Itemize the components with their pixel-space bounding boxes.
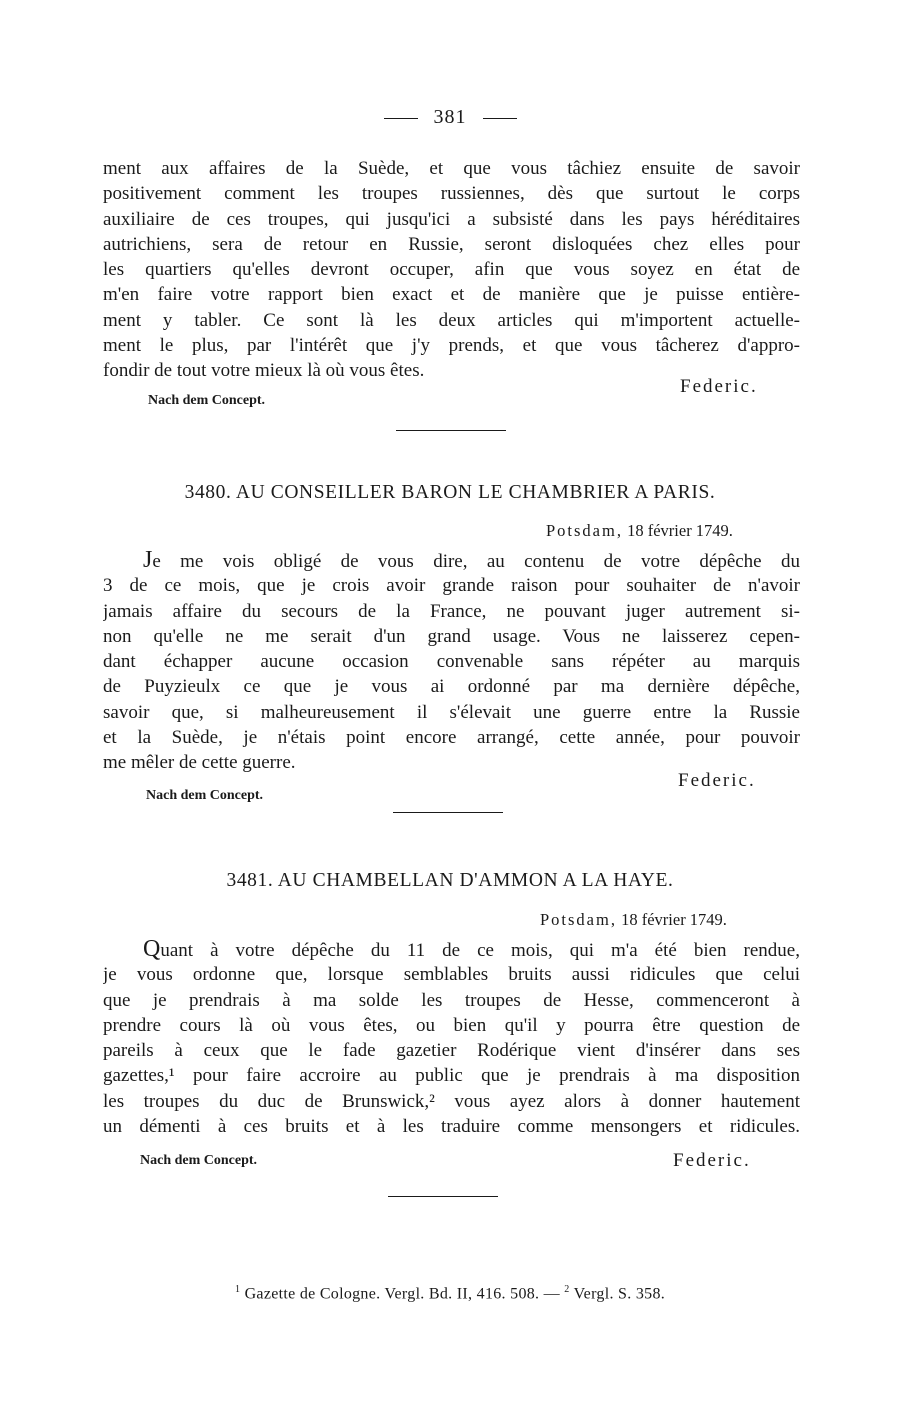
header-dash-right bbox=[483, 118, 517, 119]
section-divider bbox=[388, 1196, 498, 1197]
first-line-text: uant à votre dépêche du 11 de ce mois, qui m'a été bien rendue, bbox=[160, 940, 800, 961]
letter-heading: 3481. AU CHAMBELLAN D'AMMON A LA HAYE. bbox=[226, 870, 674, 891]
page-header bbox=[0, 106, 900, 129]
text-line: ment y tabler. Ce sont là les deux articles qui m'importent actuelle- bbox=[103, 309, 800, 331]
dateline bbox=[540, 910, 727, 930]
header-dash-left bbox=[384, 118, 418, 119]
text-line: ment le plus, par l'intérêt que j'y prends, et que vous tâcherez d'appro- bbox=[103, 335, 800, 357]
dateline-date: 18 février 1749. bbox=[627, 521, 733, 540]
dateline bbox=[546, 521, 733, 541]
letter-body bbox=[103, 937, 800, 1139]
text-line-first bbox=[103, 548, 800, 573]
dateline-date: 18 février 1749. bbox=[621, 910, 727, 929]
text-line: prendre cours là où vous êtes, ou bien qu'il y pourra être question de bbox=[103, 1014, 800, 1036]
signature: Federic. bbox=[680, 376, 758, 397]
text-line: fondir de tout votre mieux là où vous êtes. bbox=[103, 360, 425, 382]
text-line: je vous ordonne que, lorsque semblables bruits aussi ridicules que celui bbox=[103, 964, 800, 986]
section-divider bbox=[396, 430, 506, 431]
text-line: jamais affaire du secours de la France, ne pouvant juger autrement si- bbox=[103, 600, 800, 622]
text-line: ment aux affaires de la Suède, et que vous tâchiez ensuite de savoir bbox=[103, 158, 800, 179]
text-line: dant échapper aucune occasion convenable sans répéter au marquis bbox=[103, 651, 800, 673]
page-number: 381 bbox=[433, 106, 467, 128]
footnote-marker: 2 bbox=[564, 1284, 570, 1295]
text-line: 3 de ce mois, que je crois avoir grande raison pour souhaiter de n'avoir bbox=[103, 575, 800, 597]
text-line: les troupes du duc de Brunswick,² vous ayez alors à donner hautement bbox=[103, 1090, 800, 1112]
text-line: auxiliaire de ces troupes, qui jusqu'ici a subsisté dans les pays héréditaires bbox=[103, 208, 800, 230]
text-line-first bbox=[103, 937, 800, 962]
first-line-text: e me vois obligé de vous dire, au contenu de votre dépêche du bbox=[152, 551, 800, 572]
text-line: positivement comment les troupes russiennes, dès que surtout le corps bbox=[103, 183, 800, 205]
dateline-place: Potsdam, bbox=[546, 521, 623, 540]
signature: Federic. bbox=[678, 770, 756, 791]
text-line: les quartiers qu'elles devront occuper, afin que vous soyez en état de bbox=[103, 259, 800, 281]
footnote-text: Vergl. S. 358. bbox=[573, 1285, 666, 1303]
text-line: de Puyzieulx ce que je vous ai ordonné par ma dernière dépêche, bbox=[103, 676, 800, 698]
letter-body bbox=[103, 548, 800, 776]
initial-letter: Q bbox=[143, 937, 161, 962]
continuation-text bbox=[103, 156, 800, 384]
footnote-marker: 1 bbox=[234, 1284, 241, 1295]
text-line: non qu'elle ne me serait d'un grand usage. Vous ne laisserez cepen- bbox=[103, 625, 800, 647]
footnotes bbox=[0, 1284, 900, 1303]
source-note: Nach dem Concept. bbox=[148, 393, 266, 408]
letter-heading: 3480. AU CONSEILLER BARON LE CHAMBRIER A PARIS. bbox=[184, 482, 716, 503]
text-line: et la Suède, je n'étais point encore arrangé, cette année, pour pouvoir bbox=[103, 727, 800, 749]
footnote-text: Gazette de Cologne. Vergl. Bd. II, 416. 508. — bbox=[244, 1285, 560, 1303]
text-line: autrichiens, sera de retour en Russie, seront disloquées chez elles pour bbox=[103, 233, 800, 255]
text-line: gazettes,¹ pour faire accroire au public que je prendrais à ma disposition bbox=[103, 1065, 800, 1087]
initial-letter: J bbox=[143, 548, 153, 573]
signature: Federic. bbox=[673, 1150, 751, 1171]
source-note: Nach dem Concept. bbox=[140, 1153, 258, 1168]
text-line: savoir que, si malheureusement il s'élevait une guerre entre la Russie bbox=[103, 701, 800, 723]
section-divider bbox=[393, 812, 503, 813]
text-line: me mêler de cette guerre. bbox=[103, 752, 296, 774]
text-line: que je prendrais à ma solde les troupes de Hesse, commenceront à bbox=[103, 989, 800, 1011]
dateline-place: Potsdam, bbox=[540, 910, 617, 929]
text-line: pareils à ceux que le fade gazetier Rodérique vient d'insérer dans ses bbox=[103, 1040, 800, 1062]
source-note: Nach dem Concept. bbox=[146, 788, 264, 803]
text-line: un démenti à ces bruits et à les traduire comme mensongers et ridicules. bbox=[103, 1116, 800, 1138]
text-line: m'en faire votre rapport bien exact et de manière que je puisse entière- bbox=[103, 284, 800, 306]
